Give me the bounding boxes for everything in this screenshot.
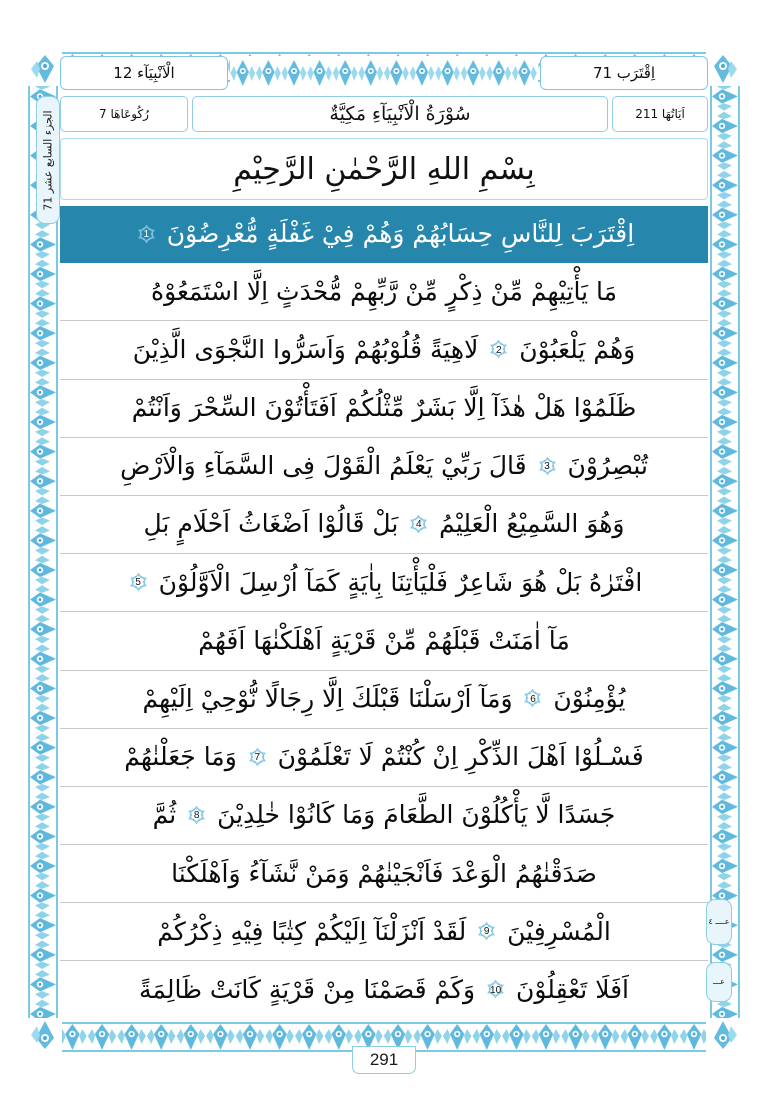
ruku-count-plate bbox=[60, 96, 188, 132]
ayah-number: 2 bbox=[496, 344, 502, 356]
verse-line-text bbox=[149, 802, 620, 828]
verse-segment: تُبْصِرُوْنَ bbox=[559, 451, 648, 481]
ayah-number: 7 bbox=[254, 751, 261, 763]
ruku-marker-secondary-text: عـــ bbox=[713, 977, 725, 987]
verse-line-text bbox=[167, 858, 601, 888]
page-header bbox=[60, 56, 708, 90]
verse-line bbox=[60, 961, 708, 1018]
verse-line bbox=[60, 496, 708, 554]
header-ornament-band bbox=[230, 56, 538, 90]
bismillah-row bbox=[60, 138, 708, 200]
juz-name-plate bbox=[540, 56, 708, 90]
ayah-number-medallion bbox=[537, 457, 558, 478]
ayah-number: 8 bbox=[193, 810, 200, 822]
verse-line bbox=[60, 903, 708, 961]
verse-segment: ظَلَمُوْا هَلْ هٰذَآ اِلَّا بَشَرٌ مِّثْلُكُمْ اَفَتَأْتُوْنَ السِّحْرَ وَاَنْتُمْ bbox=[131, 393, 637, 423]
verse-line bbox=[60, 206, 708, 263]
ayah-count-label: اَيَاتُهَا 112 bbox=[635, 107, 685, 121]
verse-segment: صَدَقْنٰهُمُ الْوَعْدَ فَاَنْجَيْنٰهُمْ وَمَنْ نَّشَآءُ وَاَهْلَكْنَا bbox=[171, 858, 597, 888]
corner-ornament-bottom-left bbox=[28, 1018, 62, 1052]
verse-line bbox=[60, 380, 708, 438]
ayah-number-medallion bbox=[128, 573, 149, 594]
verse-line bbox=[60, 321, 708, 379]
verse-line-text bbox=[135, 974, 633, 1004]
verse-segment: وَكَمْ قَصَمْنَا مِنْ قَرْيَةٍ كَانَتْ ظَالِمَةً bbox=[138, 974, 484, 1004]
verse-segment: بَلْ قَالُوْا اَضْغَاثُ اَحْلَامٍ بَلِ bbox=[143, 509, 407, 539]
surah-name-plate bbox=[60, 56, 228, 90]
verse-segment: لَاهِيَةً قُلُوْبُهُمْ وَاَسَرُّوا النَّجْوَى الَّذِيْنَ bbox=[132, 334, 487, 364]
ayah-number-medallion bbox=[136, 225, 157, 246]
ayah-number-medallion bbox=[476, 922, 497, 943]
ayah-number-medallion bbox=[488, 340, 509, 361]
verse-line bbox=[60, 729, 708, 787]
ruku-marker bbox=[706, 899, 732, 945]
ruku-count-label: رُكُوعَاهَا 7 bbox=[99, 107, 149, 121]
verse-line-text bbox=[138, 683, 629, 713]
verse-line bbox=[60, 263, 708, 321]
surah-title-row bbox=[60, 96, 708, 132]
verse-segment: فَسْـلُوْا اَهْلَ الذِّكْرِ اِنْ كُنْتُمْ لَا تَعْلَمُوْنَ bbox=[269, 742, 644, 772]
ruku-marker-secondary bbox=[706, 962, 732, 1002]
surah-title-plate bbox=[192, 96, 608, 132]
ayah-number: 3 bbox=[544, 460, 550, 472]
verse-line bbox=[60, 671, 708, 729]
verse-lines bbox=[60, 206, 708, 1019]
verse-segment: اِقْتَرَبَ لِلنَّاسِ حِسَابُهُمْ وَهُمْ فِيْ غَفْلَةٍ مُّعْرِضُوْنَ bbox=[158, 219, 635, 249]
verse-line-text bbox=[129, 334, 639, 364]
surah-title-label: سُوْرَةُ الْاَنْبِيَآءِ مَكِيَّةٌ bbox=[329, 103, 471, 125]
ayah-number: 9 bbox=[483, 926, 490, 938]
verse-segment: جَسَدًا لَّا يَأْكُلُوْنَ الطَّعَامَ وَمَا كَانُوْا خٰلِدِيْنَ bbox=[209, 800, 616, 830]
verse-segment: وَهُوَ السَّمِيْعُ الْعَلِيْمُ bbox=[431, 509, 625, 539]
ayah-number-medallion bbox=[186, 806, 207, 827]
verse-line-text bbox=[120, 744, 647, 770]
page-number: 291 bbox=[352, 1046, 416, 1074]
verse-line bbox=[60, 612, 708, 670]
verse-line-text bbox=[139, 511, 628, 537]
juz-side-label bbox=[36, 96, 60, 224]
corner-ornament-top-right bbox=[706, 52, 740, 86]
ayah-number: 1 bbox=[143, 229, 150, 241]
verse-segment: لَقَدْ اَنْزَلْنَآ اِلَيْكُمْ كِتٰبًا فِيْهِ ذِكْرُكُمْ bbox=[157, 916, 475, 946]
corner-ornament-top-left bbox=[28, 52, 62, 86]
juz-name-label: اِقْتَرَب 17 bbox=[592, 63, 656, 82]
ayah-count-plate bbox=[612, 96, 708, 132]
juz-side-label-text: الجزء السابع عشر 17 bbox=[41, 109, 55, 211]
verse-line bbox=[60, 554, 708, 612]
verse-segment: اَفَلَا تَعْقِلُوْنَ bbox=[508, 974, 630, 1004]
verse-segment: قَالَ رَبِّيْ يَعْلَمُ الْقَوْلَ فِى السَّمَآءِ وَالْاَرْضِ bbox=[120, 451, 535, 481]
page-content bbox=[60, 52, 708, 1052]
surah-name-label: الْاَنْبِيَآء 21 bbox=[113, 63, 175, 82]
ayah-number: 5 bbox=[135, 577, 141, 589]
ayah-number: 6 bbox=[530, 693, 536, 705]
verse-segment: مَا يَأْتِيْهِمْ مِّنْ ذِكْرٍ مِّنْ رَّبِّهِمْ مُّحْدَثٍ اِلَّا اسْتَمَعُوْهُ bbox=[150, 276, 618, 306]
verse-segment: الْمُسْرِفِيْنَ bbox=[499, 916, 611, 946]
ayah-number-medallion bbox=[485, 980, 506, 1001]
ayah-number-medallion bbox=[408, 515, 429, 536]
ayah-number-medallion bbox=[522, 689, 543, 710]
verse-line-text bbox=[147, 276, 621, 306]
bismillah-text: بِسْمِ اللهِ الرَّحْمٰنِ الرَّحِيْمِ bbox=[233, 151, 535, 187]
corner-ornament-bottom-right bbox=[706, 1018, 740, 1052]
ruku-marker-text: عــــ ٤ bbox=[708, 917, 730, 927]
verse-line-text bbox=[130, 221, 638, 247]
verse-segment: افْتَرٰهُ بَلْ هُوَ شَاعِرٌ فَلْيَأْتِنَا بِاٰيَةٍ كَمَآ اُرْسِلَ الْاَوَّلُوْنَ bbox=[150, 567, 643, 597]
verse-line bbox=[60, 845, 708, 903]
verse-line-text bbox=[194, 625, 574, 655]
verse-segment: يُؤْمِنُوْنَ bbox=[545, 683, 626, 713]
verse-line-text bbox=[122, 567, 647, 597]
verse-line-text bbox=[116, 453, 652, 479]
verse-line-text bbox=[153, 916, 615, 946]
verse-segment: وَهُمْ يَلْعَبُوْنَ bbox=[511, 334, 636, 364]
verse-line bbox=[60, 787, 708, 845]
ayah-number: 10 bbox=[490, 984, 502, 996]
verse-line-text bbox=[128, 395, 641, 421]
verse-segment: ثُمَّ bbox=[152, 800, 185, 830]
verse-segment: وَمَا جَعَلْنٰهُمْ bbox=[124, 742, 245, 772]
ayah-number-medallion bbox=[247, 748, 268, 769]
verse-segment: وَمَآ اَرْسَلْنَا قَبْلَكَ اِلَّا رِجَالًا نُّوْحِيْ اِلَيْهِمْ bbox=[142, 683, 521, 713]
ayah-number: 4 bbox=[415, 519, 422, 531]
verse-line bbox=[60, 438, 708, 496]
verse-segment: مَآ اٰمَنَتْ قَبْلَهُمْ مِّنْ قَرْيَةٍ اَهْلَكْنٰهَا اَفَهُمْ bbox=[198, 625, 570, 655]
